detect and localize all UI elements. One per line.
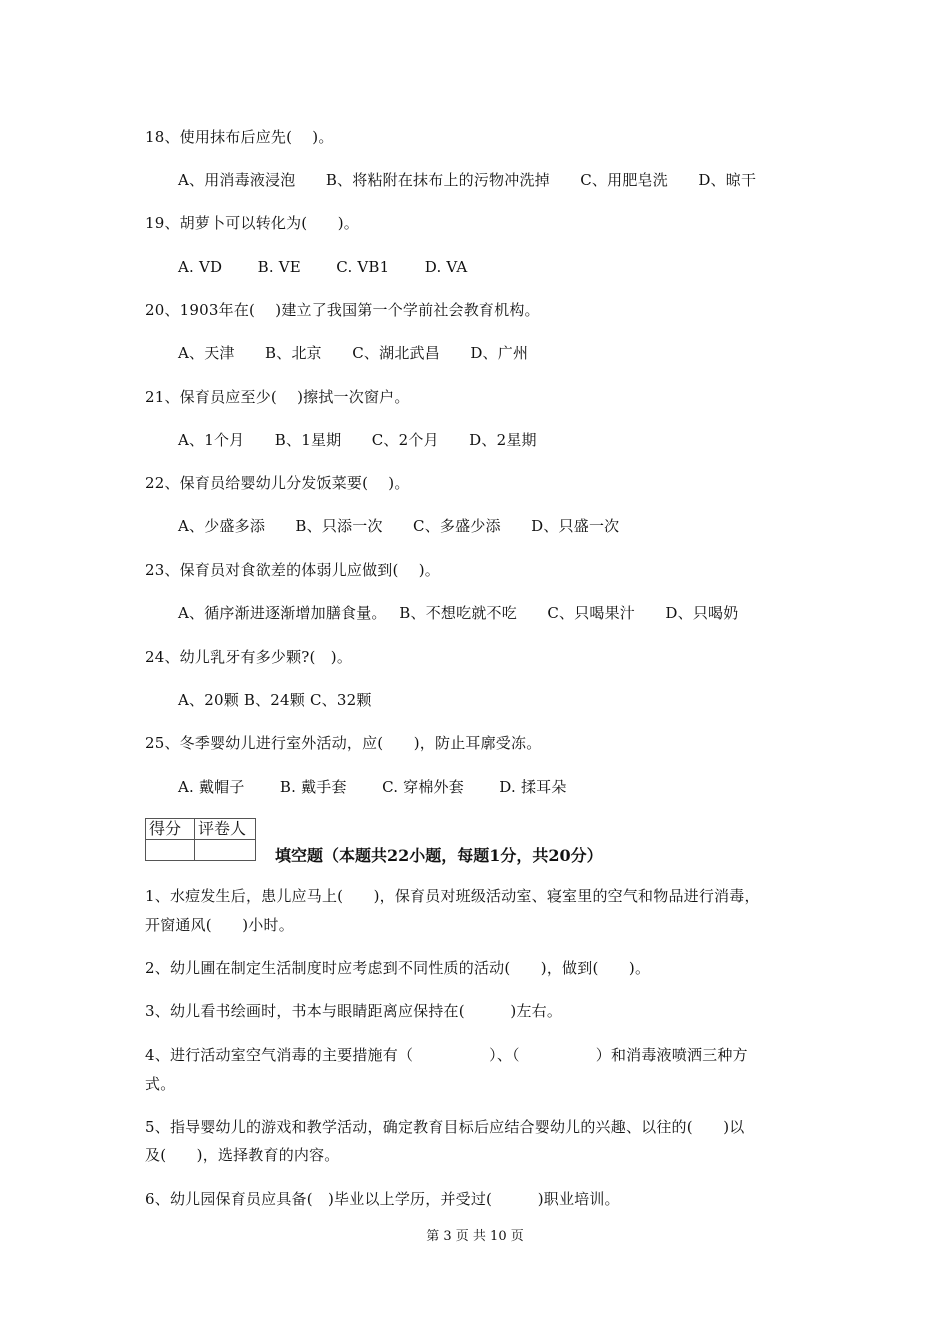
question-23-options: A、循序渐进逐渐增加膳食量。 B、不想吃就不吃 C、只喝果汁 D、只喝奶 [178,604,739,622]
fill-5-line-1: 5、指导婴幼儿的游戏和教学活动，确定教育目标后应结合婴幼儿的兴趣、以往的( )以 [145,1118,745,1136]
score-header: 得分 [146,819,195,840]
fill-5-line-2: 及( )，选择教育的内容。 [145,1146,340,1164]
fill-3: 3、幼儿看书绘画时，书本与眼睛距离应保持在( )左右。 [145,1002,563,1020]
score-table [145,818,256,861]
question-18: 18、使用抹布后应先( )。 [145,128,334,146]
fill-2: 2、幼儿圃在制定生活制度时应考虑到不同性质的活动( )，做到( )。 [145,959,651,977]
question-20-options: A、天津 B、北京 C、湖北武昌 D、广州 [178,344,529,362]
question-18-options: A、用消毒液浸泡 B、将粘附在抹布上的污物冲洗掉 C、用肥皂洗 D、晾干 [178,171,757,189]
page-footer: 第 3 页 共 10 页 [426,1229,524,1244]
fill-1-line-2: 开窗通风( )小时。 [145,916,294,934]
question-19: 19、胡萝卜可以转化为( )。 [145,214,359,232]
question-24-options: A、20颗 B、24颗 C、32颗 [178,691,372,709]
fill-4-line-1: 4、进行活动室空气消毒的主要措施有（ ）、（ ）和消毒液喷洒三种方 [145,1046,748,1064]
question-24: 24、幼儿乳牙有多少颗?( )。 [145,648,353,666]
question-21: 21、保育员应至少( )擦拭一次窗户。 [145,388,410,406]
question-22-options: A、少盛多添 B、只添一次 C、多盛少添 D、只盛一次 [178,517,620,535]
grader-cell [195,840,256,861]
score-cell [146,840,195,861]
grader-header: 评卷人 [195,819,256,840]
question-25: 25、冬季婴幼儿进行室外活动，应( )，防止耳廓受冻。 [145,734,542,752]
fill-1-line-1: 1、水痘发生后，患儿应马上( )，保育员对班级活动室、寝室里的空气和物品进行消毒， [145,887,760,905]
question-21-options: A、1个月 B、1星期 C、2个月 D、2星期 [178,431,537,449]
question-23: 23、保育员对食欲差的体弱儿应做到( )。 [145,561,440,579]
question-25-options: A. 戴帽子 B. 戴手套 C. 穿棉外套 D. 揉耳朵 [178,778,567,796]
question-22: 22、保育员给婴幼儿分发饭菜要( )。 [145,474,410,492]
question-20: 20、1903年在( )建立了我国第一个学前社会教育机构。 [145,301,540,319]
fill-6: 6、幼儿园保育员应具备( )毕业以上学历，并受过( )职业培训。 [145,1190,620,1208]
section-title: 填空题（本题共22小题，每题1分，共20分） [275,846,603,865]
question-19-options: A. VD B. VE C. VB1 D. VA [178,258,468,276]
fill-4-line-2: 式。 [145,1075,176,1093]
